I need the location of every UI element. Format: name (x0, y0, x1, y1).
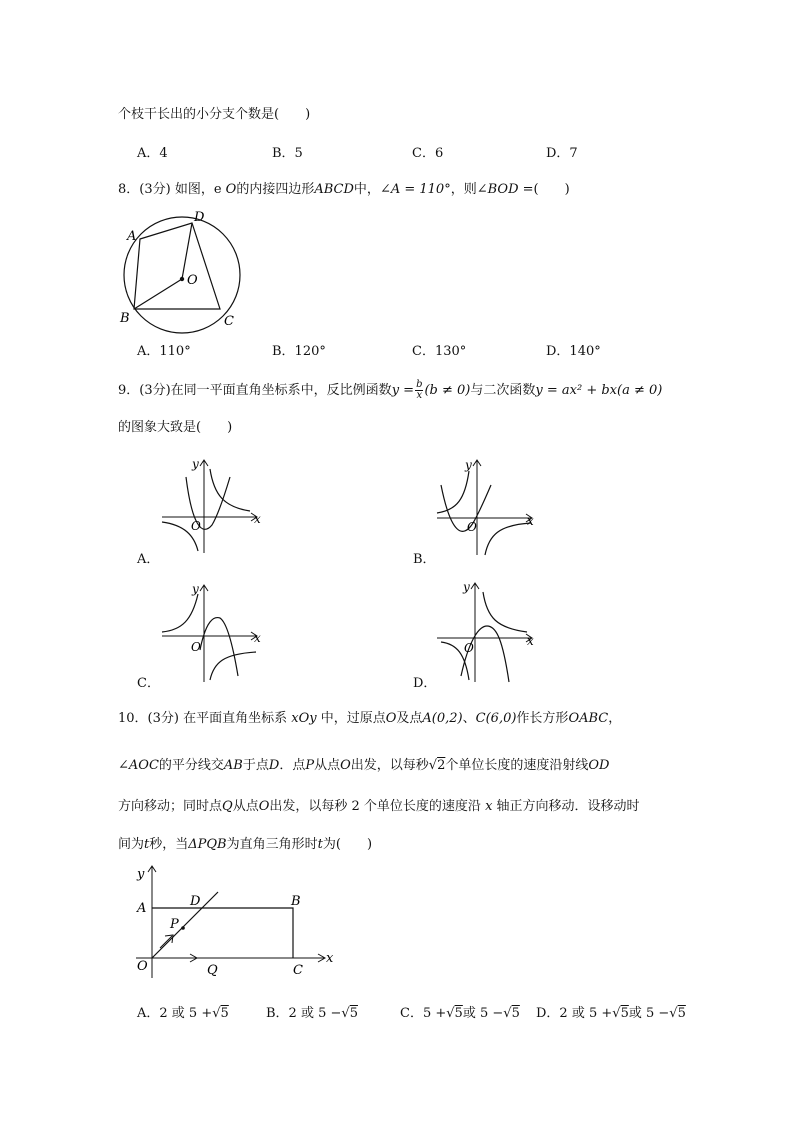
center-dot (180, 277, 184, 281)
label-a: A (127, 229, 137, 244)
q7-option-c: C．6 (412, 146, 444, 161)
q9-stem: 9．(3分)在同一平面直角坐标系中，反比例函数y = $\frac{b}{x}$ (b ≠ 0)与二次函数y = ax² + bx(a ≠ 0) (118, 378, 663, 401)
parabola (441, 485, 491, 531)
q8-option-d: D．140° (546, 344, 601, 359)
hyperbola-branch-1 (210, 469, 250, 511)
q9-stem-line2: 的图象大致是( ) (118, 420, 233, 435)
svg-text:P: P (170, 917, 179, 932)
svg-text:x: x (326, 951, 334, 966)
label-b: B (120, 311, 130, 326)
svg-text:B: B (291, 894, 301, 909)
segment-ob (134, 279, 182, 309)
q10-option-b: B．2 或 5 −√5 (266, 1006, 358, 1021)
svg-text:O: O (191, 640, 201, 654)
quadrilateral-abcd (134, 223, 220, 309)
q10-stem-line2: ∠AOC的平分线交AB于点D．点P从点O出发，以每秒√2个单位长度的速度沿射线OD (118, 758, 610, 773)
q10-stem-line1: 10．(3分) 在平面直角坐标系 xOy 中，过原点O及点A(0,2)、C(6,0)作长方形OABC， (118, 711, 622, 726)
graph-c (160, 580, 270, 685)
svg-text:O: O (191, 519, 201, 533)
svg-text:y: y (137, 867, 145, 882)
ray-od (152, 892, 218, 958)
graph-a (160, 455, 270, 555)
rectangle-oabc (152, 908, 293, 958)
svg-text:O: O (467, 520, 477, 534)
q10-rectangle-figure (128, 862, 343, 980)
graph-b (435, 455, 545, 560)
q9-option-a: A． (137, 552, 160, 567)
hyperbola-branch-1 (437, 471, 469, 513)
circle-symbol: e (213, 182, 222, 197)
q10-option-d: D．2 或 5 +√5或 5 −√5 (536, 1006, 686, 1021)
q7-tail: 个枝干长出的小分支个数是( ) (118, 107, 311, 122)
svg-text:D: D (190, 894, 201, 909)
q8-option-b: B．120° (272, 344, 326, 359)
hyperbola-branch-1 (162, 594, 198, 632)
q10-stem-line3: 方向移动；同时点Q从点O出发，以每秒 2 个单位长度的速度沿 x 轴正方向移动．设移动时 (118, 799, 640, 814)
q7-option-d: D．7 (546, 146, 578, 161)
svg-text:x: x (254, 631, 261, 645)
q8-option-c: C．130° (412, 344, 467, 359)
svg-text:O: O (464, 641, 474, 655)
q7-option-a: A．4 (137, 146, 168, 161)
q10-stem-line4: 间为t秒，当ΔPQB为直角三角形时t为( ) (118, 837, 373, 852)
arrow-p (160, 936, 172, 948)
q9-option-d: D． (413, 676, 437, 691)
label-o: O (187, 273, 198, 288)
q8-option-a: A．110° (137, 344, 191, 359)
segment-od (182, 223, 192, 279)
sqrt-two: √ (428, 758, 438, 773)
label-d: D (194, 210, 205, 225)
svg-text:C: C (293, 963, 303, 978)
q7-option-b: B．5 (272, 146, 303, 161)
svg-text:y: y (192, 582, 199, 596)
q8-circle-figure (110, 205, 250, 335)
svg-text:A: A (137, 901, 147, 916)
svg-text:x: x (254, 512, 261, 526)
q10-option-a: A．2 或 5 +√5 (137, 1006, 229, 1021)
svg-text:Q: Q (207, 963, 218, 978)
point-p (181, 926, 185, 930)
hyperbola-branch-2 (485, 523, 531, 555)
svg-text:O: O (137, 959, 148, 974)
svg-text:y: y (465, 458, 472, 472)
q10-option-c: C．5 +√5或 5 −√5 (400, 1006, 520, 1021)
graph-d (435, 578, 545, 686)
q9-option-b: B． (413, 552, 436, 567)
hyperbola-branch-2 (210, 652, 256, 680)
label-c: C (224, 314, 234, 329)
svg-text:x: x (527, 634, 534, 648)
q9-option-c: C． (137, 676, 160, 691)
q8-stem: 8．(3分) 如图，e O的内接四边形ABCD中，∠A = 110°，则∠BOD =( ) (118, 182, 570, 197)
svg-text:y: y (192, 457, 199, 471)
svg-text:y: y (463, 580, 470, 594)
svg-text:x: x (527, 514, 534, 528)
parabola (200, 618, 238, 676)
circle-o (124, 217, 240, 333)
fraction-b-over-x: $\frac{b}{x}$ (416, 378, 423, 401)
